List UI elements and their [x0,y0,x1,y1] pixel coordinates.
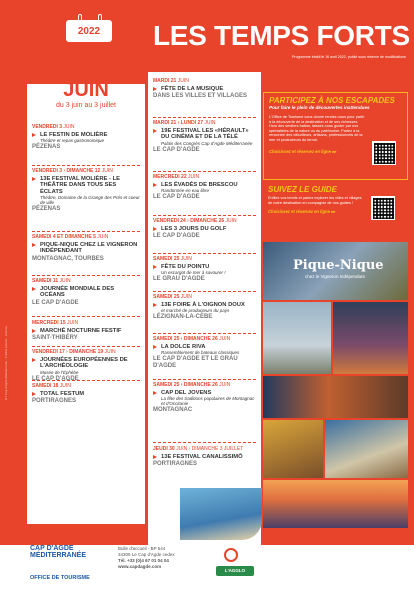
event-item [148,382,261,414]
month-header [27,79,145,118]
event-date-day: SAMEDI 4 ET DIMANCHE 5 [32,234,96,240]
event-place: PÉZENAS [32,206,61,213]
event-separator [32,316,140,317]
event-item [27,320,145,342]
event-date [32,124,140,130]
event-place: LE CAP D'AGDE [32,375,79,382]
partner-logo-icon [224,548,238,562]
event-date-month: JUIN [62,124,75,130]
event-separator [153,333,256,334]
brand-logo-line2: MÉDITERRANÉE [30,552,87,559]
event-date-month: JUIN [103,349,116,355]
guide-book-link[interactable]: Choisissez et réservez en ligne ▸▸ [268,209,336,215]
event-date-day: MARDI 21 › LUNDI 27 [153,120,204,126]
guide-title: SUIVEZ LE GUIDE [268,185,337,194]
event-date-month: JUIN [58,383,71,389]
event-separator [32,165,140,166]
event-date [153,174,256,180]
event-date-day: SAMEDI 18 [32,383,59,389]
escapades-body: L'Office de Tourisme vous donne rendez-vous pour partir à la découverte de la destination et de ses richesses. Hors des sentiers battus, laissez-vous guider par nos spécialistes de la nature ou du patrimoine. Partez à la rencontre des viticulteurs, artisans, professionnels de la mer et producteurs du terroir. [269,115,365,142]
event-date-month: JUIN [176,78,189,84]
piquenique-photo-subtitle: chez le Vigneron Indépendant [305,274,365,279]
event-date-month: JUIN [65,320,79,326]
event-item [148,218,261,240]
event-date-month: JUIN [224,218,237,224]
event-date-month: JUIN [95,234,109,240]
event-separator [153,291,256,292]
escapades-title: PARTICIPEZ À NOS ESCAPADES [269,96,395,105]
event-place: PÉZENAS [32,144,61,151]
event-date [153,382,256,388]
event-date [153,120,256,126]
event-place: DANS LES VILLES ET VILLAGES [153,93,248,100]
event-date-month: JUIN › DIMANCHE 3 JUILLET [174,446,244,452]
event-separator [153,117,256,118]
event-separator [32,346,140,347]
event-name: 13E FESTIVAL MOLIÈRE - LE THÉÂTRE DANS TOUS SES ÉCLATS [32,176,140,195]
event-name: 19E FESTIVAL LES «HÉRAULT» DU CINÉMA ET DE LA TÉLÉ [153,128,256,141]
dance-photo [263,420,323,478]
event-description: et marché de producteurs du pays [161,308,230,314]
swimmers-photo [180,488,262,540]
event-place: MONTAGNAC [153,407,193,414]
event-item [27,234,145,263]
event-place: SAINT-THIBÉRY [32,335,78,342]
event-name: MARCHÉ NOCTURNE FESTIF [32,328,140,334]
event-name: 13E FESTIVAL CANALISSIMÔ [153,454,256,460]
event-item [27,349,145,383]
event-description: Théâtre et repas gastronomique [40,138,105,144]
event-separator [153,253,256,254]
event-item [27,168,145,213]
event-date-month: JUIN [100,168,113,174]
event-name: FÊTE DE LA MUSIQUE [153,86,256,92]
event-date-month: JUIN [186,174,200,180]
event-date-day: VENDREDI 17 › DIMANCHE 19 [32,349,104,355]
event-date [32,320,140,326]
event-name: 13E FOIRE À L'OIGNON DOUX [153,302,256,308]
piquenique-photo [263,242,408,300]
sunset-photo [263,480,408,528]
concert-photo [333,302,408,374]
event-date-month: JUIN [179,294,192,300]
event-place: LE CAP D'AGDE [153,194,200,201]
month-range: du 3 juin au 3 juillet [56,102,116,109]
event-name: JOURNÉES EUROPÉENNES DE L'ARCHÉOLOGIE [32,357,140,370]
event-date-day: VENDREDI 3 › DIMANCHE 12 [32,168,101,174]
event-date-day: JEUDI 30 [153,446,175,452]
event-name: LES ÉVADÉS DE BRESCOU [153,182,256,188]
event-date-day: SAMEDI 25 › DIMANCHE 26 [153,336,218,342]
event-date-month: JUIN [203,120,216,126]
event-date-day: SAMEDI 25 [153,294,180,300]
event-item [148,336,261,370]
event-date [32,234,140,240]
piquenique-photo-title: Pique-Nique [293,258,384,273]
event-name: LE FESTIN DE MOLIÈRE [32,132,140,138]
address-line2: 34305 Le Cap d'Agde cedex [118,552,175,557]
event-item [27,278,145,307]
event-separator [153,215,256,216]
event-date [153,446,256,452]
event-description: Un escargot de mer à savourer ! [161,270,226,276]
event-date-month: JUIN [58,278,71,284]
event-item [148,294,261,321]
event-date-day: MERCREDI 22 [153,174,187,180]
theatre-photo [325,420,408,478]
event-date [153,336,256,342]
event-place: LE CAP D'AGDE [32,299,79,306]
festival-crowd-photo [263,376,408,418]
event-separator [153,442,256,443]
event-separator [32,275,140,276]
page-title: LES TEMPS FORTS [153,20,410,51]
event-date-day: VENDREDI 24 › DIMANCHE 26 [153,218,225,224]
escapades-promo [263,92,408,180]
event-place: LE CAP D'AGDE [153,146,200,153]
event-description: Théâtre, Domaine de la Grange des Prés et coeur de ville [40,195,140,206]
event-separator [153,379,256,380]
event-separator [32,231,140,232]
event-separator [32,380,140,381]
event-place: PORTIRAGNES [153,461,198,468]
event-name: TOTAL FESTUM [32,391,140,397]
event-place: LE GRAU D'AGDE [153,276,205,283]
social-text: REJOIGNEZ NOTRE GROUPE « SORTIES ET ANIMATIONS CAP D'AGDE MÉDITERRANÉE » ET RETROUVEZ NOS DERNIÈRES ACTUALITÉS ! [57,481,129,509]
event-name: CAP DEL JOVENS [153,390,256,396]
event-date-day: SAMEDI 11 [32,278,59,284]
event-date-day: VENDREDI 3 [32,124,63,130]
event-description: Rassemblement de bateaux classiques [161,350,240,356]
year-badge: 2022 [66,20,112,42]
hashtag[interactable]: #capdagdemediterranee [33,511,126,520]
left-events-column [27,79,145,524]
event-place: LE CAP D'AGDE [153,233,200,240]
event-date [153,218,256,224]
footer-address [118,546,175,570]
boats-photo [263,302,331,374]
brand-logo [30,545,86,559]
event-date [32,278,140,284]
event-date-day: SAMEDI 25 [153,256,180,262]
qr-code-icon[interactable] [371,196,395,220]
qr-code-icon[interactable] [372,141,396,165]
event-date [32,383,140,389]
event-item [148,120,261,154]
event-item [148,446,261,468]
event-description: La fête des traditions populaires de Montagnac et d'Occitanie [161,396,255,407]
event-name: LES 3 JOURS DU GOLF [153,226,256,232]
office-label: OFFICE DE TOURISME [30,575,90,581]
chat-bubble-icon [33,481,47,491]
event-date-day: MARDI 21 [153,78,177,84]
event-description: Palais des Congrès Cap d'Agde Méditerranée [161,140,253,146]
event-description: Randonnée en eau libre [161,188,210,194]
event-item [148,174,261,201]
agglo-logo: L'AGGLO [216,566,254,576]
escapades-book-link[interactable]: Choisissez et réservez en ligne ▸▸ [269,148,337,154]
guide-body: Enfilez vos tennis et partez explorer les villes et villages de notre destination en compagnie de nos guides ! [268,196,362,205]
guide-promo [263,182,408,238]
social-block [27,477,145,523]
event-place: LE CAP D'AGDE ET LE GRAU D'AGDE [153,356,238,370]
event-item [148,256,261,283]
event-name: FÊTE DU POINTU [153,264,256,270]
event-item [148,78,261,100]
event-item [27,383,145,405]
event-item [27,124,145,151]
event-date-month: JUIN [217,336,231,342]
side-credit-text: OT Cap d'Agde Méditerranée - Crédits photos - Licence [4,325,8,400]
event-name: JOURNÉE MONDIALE DES OCÉANS [32,286,140,299]
escapades-subtitle: Pour faire le plein de découvertes inattendues [269,105,370,110]
event-date [153,294,256,300]
month-label: JUIN [63,79,109,101]
event-date [153,256,256,262]
event-date-month: JUIN [217,382,231,388]
event-date-month: JUIN [179,256,192,262]
website-link[interactable]: www.capdagde.com [118,564,162,569]
event-date [32,349,140,355]
event-name: LA DOLCE RIVA [153,344,256,350]
event-date [153,78,256,84]
event-place: PORTIRAGNES [32,398,77,405]
event-date-day: SAMEDI 25 › DIMANCHE 26 [153,382,218,388]
event-separator [153,171,256,172]
event-place: LÉZIGNAN-LA-CÈBE [153,314,213,321]
address-line1: Bulle d'accueil - BP 544 [118,546,166,551]
event-place: MONTAGNAC, TOURBES [32,255,104,262]
brand-logo-line1: CAP D'AGDE [30,545,74,552]
page-subtitle: Programme établi le 16 avril 2022, publié sous réserve de modifications [292,55,406,59]
phone-number[interactable]: Tél. +33 (0)4 67 01 04 04 [118,558,169,563]
event-description: Musée de l'Éphèbe [40,369,79,375]
event-date-day: MERCREDI 15 [32,320,66,326]
event-name: PIQUE-NIQUE CHEZ LE VIGNERON INDÉPENDANT [32,242,140,255]
event-date [32,168,140,174]
